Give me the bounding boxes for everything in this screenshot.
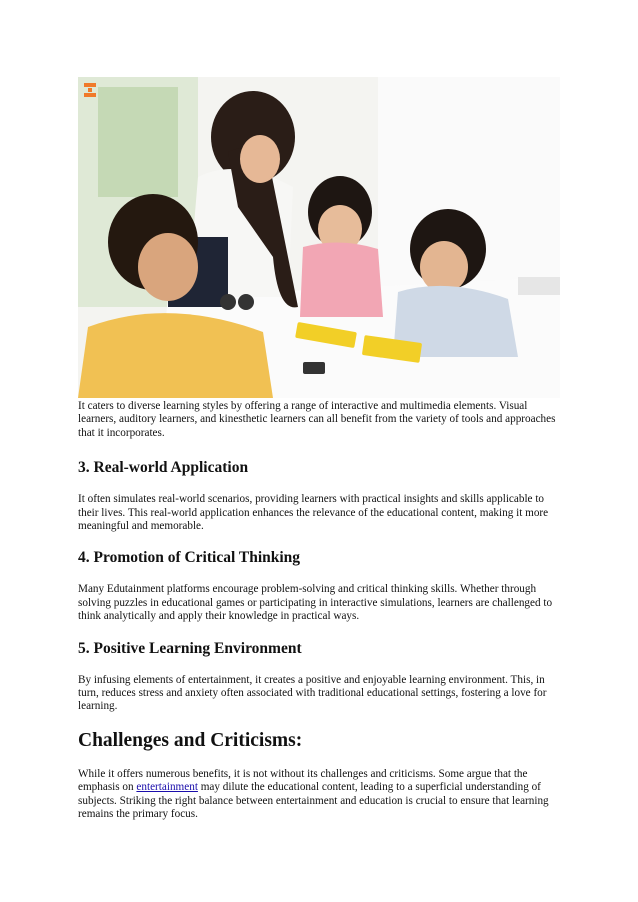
article-body — [78, 400, 562, 822]
challenges-text-before: While it offers numerous benefits, it is not without its challenges and criticisms. Some argue that the emphasis on — [78, 767, 528, 794]
heading-critical-thinking: 4. Promotion of Critical Thinking — [78, 549, 301, 567]
paragraph-real-world: It often simulates real-world scenarios, providing learners with practical insights and skills applicable to their lives. This real-world application enhances the relevance of the educational content, making it more meaningful and memorable. — [78, 493, 549, 533]
paragraph-critical-thinking: Many Edutainment platforms encourage problem-solving and critical thinking skills. Whether through solving puzzles in educational games or participating in interactive simulations, learners are challenged to think analytically and apply their knowledge in practical ways. — [78, 583, 553, 623]
heading-positive-environment: 5. Positive Learning Environment — [78, 639, 302, 657]
classroom-photo — [78, 77, 560, 398]
paragraph-learning-styles: It caters to diverse learning styles by offering a range of interactive and multimedia elements. Visual learners, auditory learners, and kinesthetic learners can all benefit from the variety of tools and approaches that it incorporates. — [78, 400, 556, 439]
paragraph-positive-environment: By infusing elements of entertainment, it creates a positive and enjoyable learning environment. This, in turn, reduces stress and anxiety often associated with traditional educational settings, fostering a love for learning. — [78, 673, 547, 713]
heading-challenges: Challenges and Criticisms: — [78, 729, 303, 751]
challenges-text-after: may dilute the educational content, leading to a superficial understanding of subjects. Striking the right balance between entertainment and education is crucial to ensure that learning remains the primary focus. — [78, 781, 549, 821]
heading-real-world-application: 3. Real-world Application — [78, 459, 249, 477]
entertainment-link[interactable]: entertainment — [136, 781, 198, 794]
paragraph-challenges — [78, 768, 562, 822]
